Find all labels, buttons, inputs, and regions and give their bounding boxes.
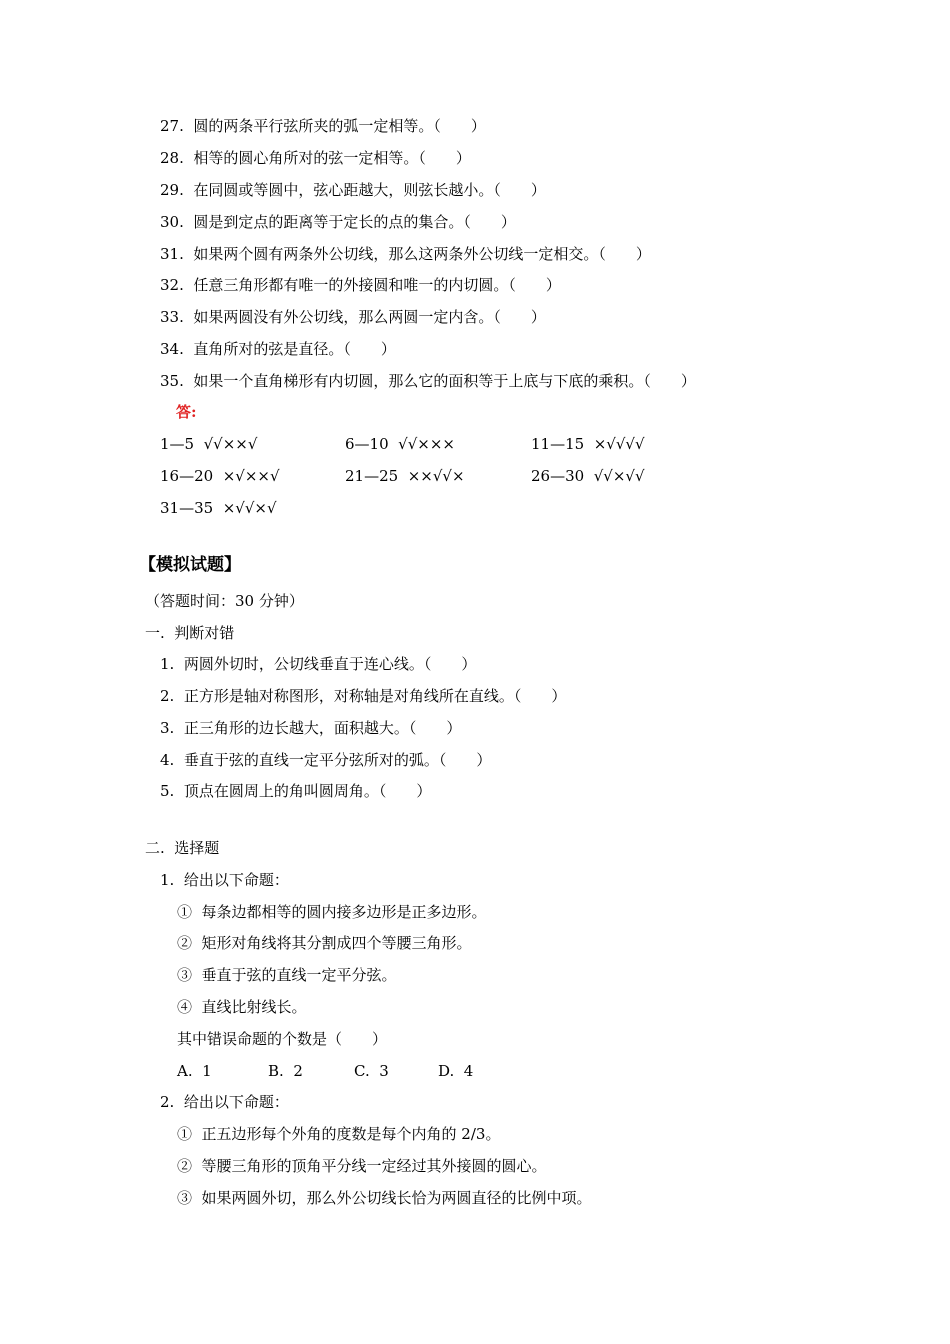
section1-item-3: 3. 正三角形的边长越大，面积越大。（ ） xyxy=(160,719,462,737)
section2-heading: 二. 选择题 xyxy=(145,839,220,857)
tf-item-35: 35. 如果一个直角梯形有内切圆，那么它的面积等于上底与下底的乘积。（ ） xyxy=(160,372,696,390)
tf-item-32: 32. 任意三角形都有唯一的外接圆和唯一的内切圆。（ ） xyxy=(160,276,561,294)
answer-6-10: 6—10 √√××× xyxy=(345,435,455,453)
q1-prop-3: ③ 垂直于弦的直线一定平分弦。 xyxy=(177,966,397,984)
answer-label: 答: xyxy=(176,403,197,421)
section1-item-5: 5. 顶点在圆周上的角叫圆周角。（ ） xyxy=(160,782,432,800)
mock-time: （答题时间：30 分钟） xyxy=(145,592,304,610)
tf-item-31: 31. 如果两个圆有两条外公切线，那么这两条外公切线一定相交。（ ） xyxy=(160,245,651,263)
answer-31-35: 31—35 ×√√×√ xyxy=(160,499,277,517)
tf-item-30: 30. 圆是到定点的距离等于定长的点的集合。（ ） xyxy=(160,213,516,231)
q1-option-d: D. 4 xyxy=(438,1062,474,1080)
tf-item-28: 28. 相等的圆心角所对的弦一定相等。（ ） xyxy=(160,149,471,167)
answer-26-30: 26—30 √√×√√ xyxy=(531,467,645,485)
section1-heading: 一. 判断对错 xyxy=(145,624,235,642)
q1-option-c: C. 3 xyxy=(354,1062,389,1080)
answer-11-15: 11—15 ×√√√√ xyxy=(531,435,645,453)
q2-stem: 2. 给出以下命题： xyxy=(160,1093,289,1111)
q1-prop-1: ① 每条边都相等的圆内接多边形是正多边形。 xyxy=(177,903,487,921)
q2-prop-2: ② 等腰三角形的顶角平分线一定经过其外接圆的圆心。 xyxy=(177,1157,547,1175)
q2-prop-3: ③ 如果两圆外切，那么外公切线长恰为两圆直径的比例中项。 xyxy=(177,1189,592,1207)
tf-item-33: 33. 如果两圆没有外公切线，那么两圆一定内含。（ ） xyxy=(160,308,546,326)
section1-item-4: 4. 垂直于弦的直线一定平分弦所对的弧。（ ） xyxy=(160,751,492,769)
q1-option-b: B. 2 xyxy=(268,1062,303,1080)
q1-stem: 1. 给出以下命题： xyxy=(160,871,289,889)
answer-1-5: 1—5 √√××√ xyxy=(160,435,258,453)
q1-prop-4: ④ 直线比射线长。 xyxy=(177,998,307,1016)
tf-item-34: 34. 直角所对的弦是直径。（ ） xyxy=(160,340,396,358)
q2-prop-1: ① 正五边形每个外角的度数是每个内角的 2/3。 xyxy=(177,1125,501,1143)
q1-option-a: A. 1 xyxy=(177,1062,212,1080)
q1-question: 其中错误命题的个数是（ ） xyxy=(177,1030,388,1048)
tf-item-29: 29. 在同圆或等圆中，弦心距越大，则弦长越小。（ ） xyxy=(160,181,546,199)
section1-item-2: 2. 正方形是轴对称图形，对称轴是对角线所在直线。（ ） xyxy=(160,687,567,705)
mock-title: 【模拟试题】 xyxy=(139,555,241,575)
section1-item-1: 1. 两圆外切时，公切线垂直于连心线。（ ） xyxy=(160,655,477,673)
answer-16-20: 16—20 ×√××√ xyxy=(160,467,280,485)
q1-prop-2: ② 矩形对角线将其分割成四个等腰三角形。 xyxy=(177,934,472,952)
answer-21-25: 21—25 ××√√× xyxy=(345,467,465,485)
tf-item-27: 27. 圆的两条平行弦所夹的弧一定相等。（ ） xyxy=(160,117,486,135)
